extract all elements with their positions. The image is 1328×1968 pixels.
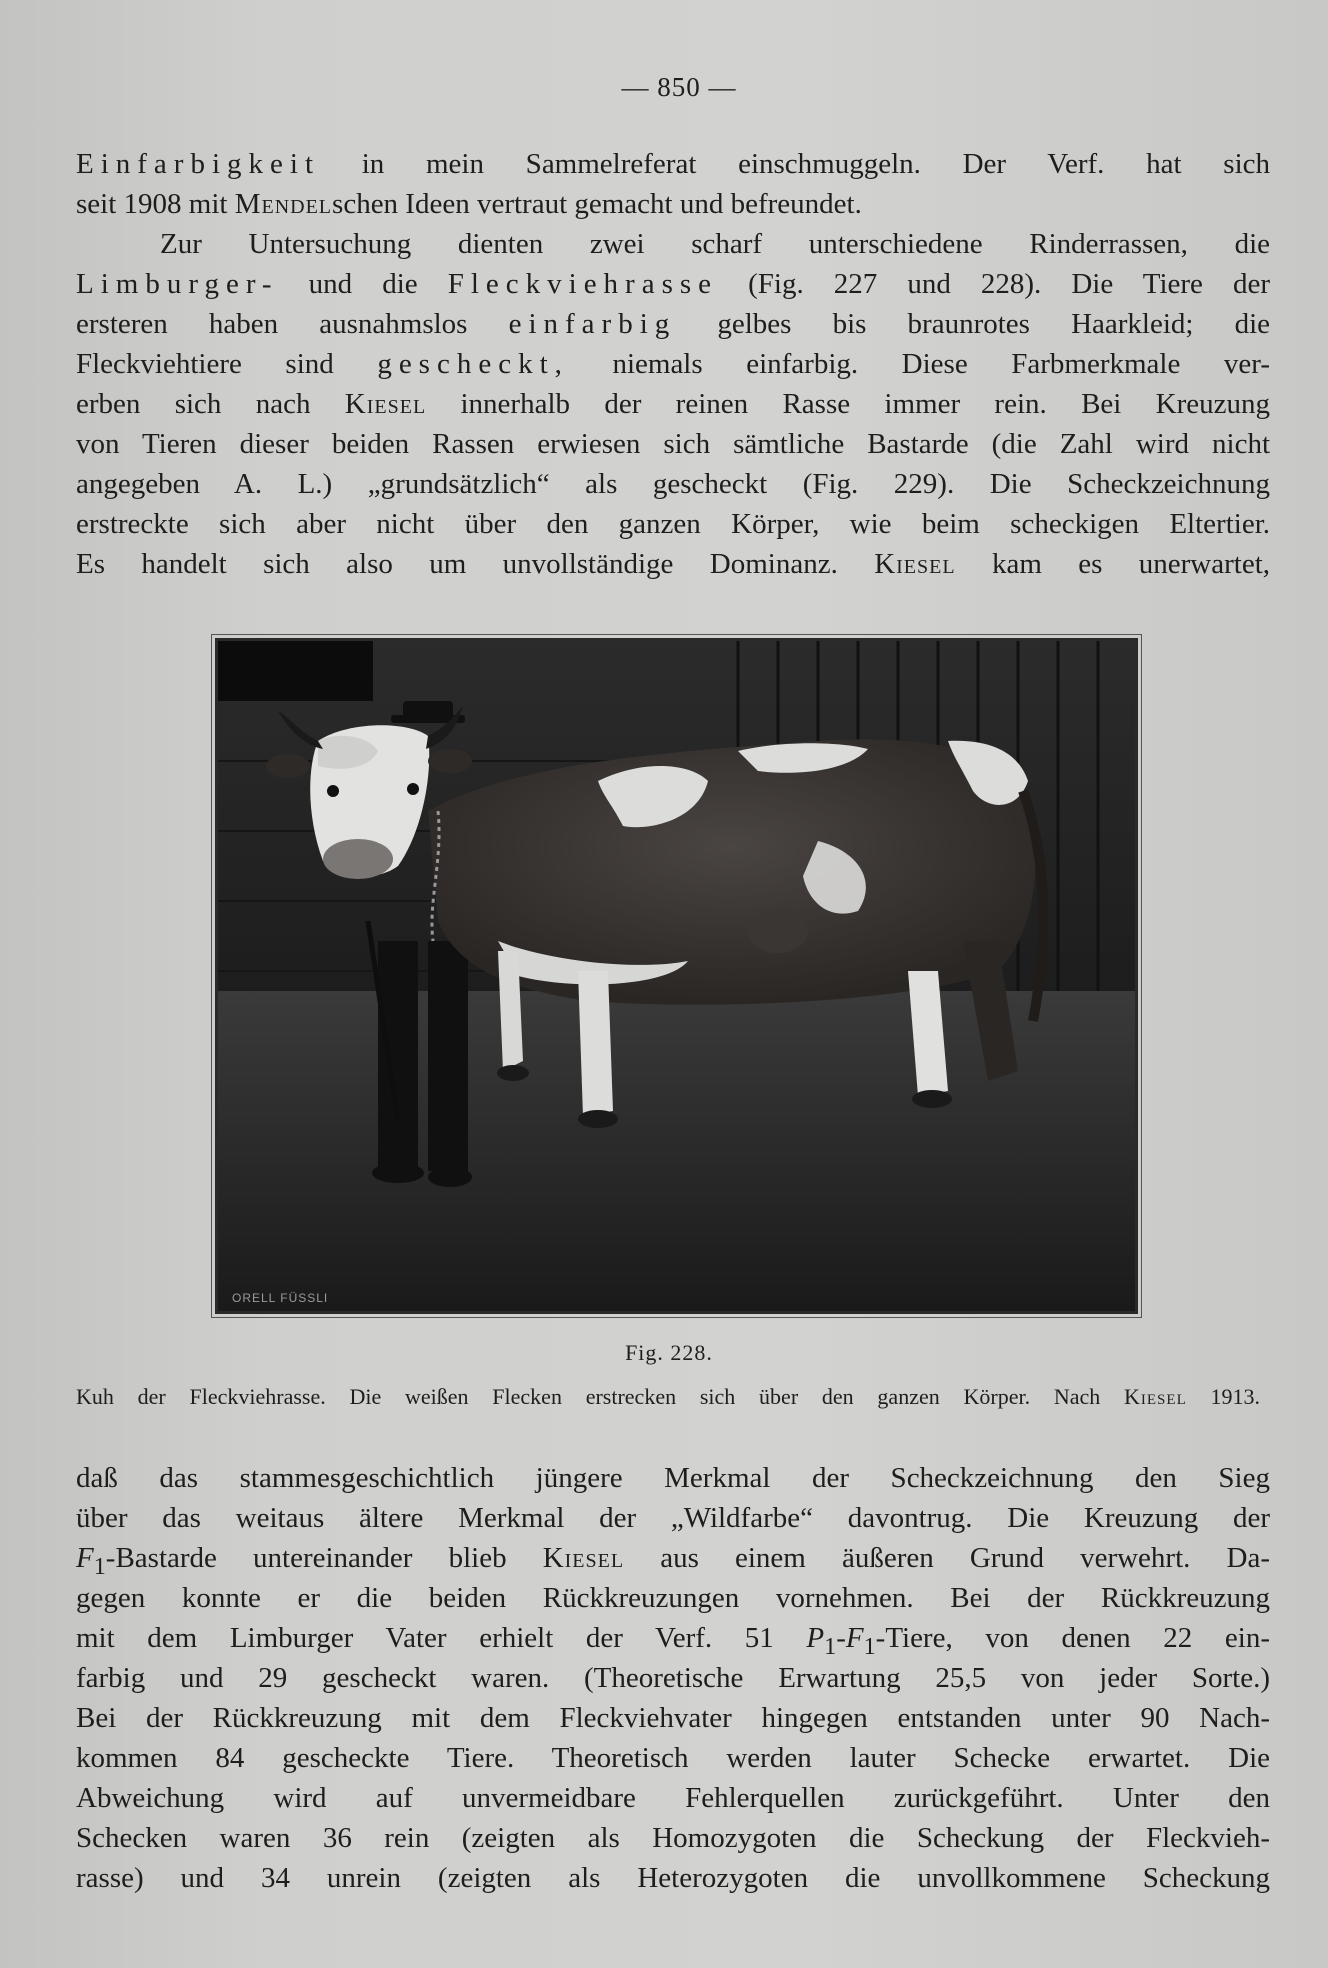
- text-run: seit 1908 mit: [76, 188, 235, 220]
- text-line: Schecken waren 36 rein (zeigten als Homozygoten die Scheckung der Fleckvieh-: [76, 1822, 1270, 1854]
- text-line: erstreckte sich aber nicht über den ganzen Körper, wie beim scheckigen Eltertier.: [76, 508, 1270, 540]
- cow-photograph: [215, 638, 1138, 1314]
- text-run: innerhalb der reinen Rasse immer rein. Bei Kreuzung: [426, 388, 1270, 420]
- text-line: Bei der Rückkreuzung mit dem Fleckviehvater hingegen entstanden unter 90 Nach-: [76, 1702, 1270, 1734]
- text-line: von Tieren dieser beiden Rassen erwiesen sich sämtliche Bastarde (die Zahl wird nicht: [76, 428, 1270, 460]
- text-line: angegeben A. L.) „grundsätzlich“ als gescheckt (Fig. 229). Die Scheckzeichnung: [76, 468, 1270, 500]
- text-line: Abweichung wird auf unvermeidbare Fehlerquellen zurückgeführt. Unter den: [76, 1782, 1270, 1814]
- text-run: -Bastarde untereinander blieb: [105, 1542, 543, 1574]
- text-run: aus einem äußeren Grund verwehrt. Da-: [624, 1542, 1270, 1574]
- text-run: gelbes bis braunrotes Haarkleid; die: [676, 308, 1270, 340]
- author-name: Kiesel: [874, 548, 956, 580]
- caption-text: Kuh der Fleckviehrasse. Die weißen Flecken erstrecken sich über den ganzen Körper. Nach: [76, 1384, 1125, 1409]
- figure-caption: [76, 1384, 1260, 1410]
- spaced-word: Einfarbigkeit: [76, 148, 321, 180]
- spaced-word: einfarbig: [508, 308, 677, 340]
- page-number: — 850 —: [621, 72, 737, 102]
- text-run: Es handelt sich also um unvollständige Dominanz.: [76, 548, 875, 580]
- text-line: Zur Untersuchung dienten zwei scharf unterschiedene Rinderrassen, die: [160, 228, 1270, 260]
- text-run: in mein Sammelreferat einschmuggeln. Der Verf. hat sich: [320, 148, 1270, 180]
- text-line: [76, 264, 1270, 304]
- text-run: kam es unerwartet,: [955, 548, 1271, 580]
- text-line: kommen 84 gescheckte Tiere. Theoretisch werden lauter Schecke erwartet. Die: [76, 1742, 1270, 1774]
- author-name: Kiesel: [1124, 1384, 1187, 1409]
- text-line: [76, 1618, 1270, 1658]
- spaced-word: Limburger-: [76, 268, 279, 300]
- text-run: mit dem Limburger Vater erhielt der Verf. 51: [76, 1622, 807, 1654]
- author-name: Kiesel: [344, 388, 427, 420]
- text-line: [76, 544, 1270, 584]
- author-name: Kiesel: [542, 1542, 625, 1574]
- top-text-block: [76, 144, 1270, 584]
- spaced-word: Fleckviehrasse: [447, 268, 719, 300]
- text-line: [76, 144, 1270, 184]
- text-run: und die: [278, 268, 448, 300]
- subscript: 1: [863, 1632, 876, 1660]
- text-run: erben sich nach: [76, 388, 345, 420]
- bottom-text-block: [76, 1458, 1270, 1898]
- author-name: Mendel: [234, 188, 333, 220]
- symbol-p: P: [806, 1622, 825, 1654]
- text-line: [76, 184, 1270, 224]
- subscript: 1: [93, 1552, 106, 1580]
- symbol-f: F: [845, 1622, 864, 1654]
- text-line: [76, 1538, 1270, 1578]
- dark-window: [218, 641, 373, 701]
- text-line: gegen konnte er die beiden Rückkreuzungen vornehmen. Bei der Rückkreuzung: [76, 1582, 1270, 1614]
- text-line: [76, 304, 1270, 344]
- text-line: daß das stammesgeschichtlich jüngere Merkmal der Scheckzeichnung den Sieg: [76, 1462, 1270, 1494]
- text-run: ersteren haben ausnahmslos: [76, 308, 509, 340]
- photo-watermark: ORELL FÜSSLI: [232, 1291, 329, 1305]
- spaced-word: gescheckt,: [377, 348, 569, 380]
- text-run: (Fig. 227 und 228). Die Tiere der: [718, 268, 1271, 300]
- caption-text: 1913.: [1186, 1384, 1260, 1409]
- text-run: schen Ideen vertraut gemacht und befreundet.: [332, 188, 862, 220]
- cow-photo-illustration: [218, 641, 1135, 1311]
- text-run: niemals einfarbig. Diese Farbmerkmale ver-: [568, 348, 1270, 380]
- subscript: 1: [824, 1632, 837, 1660]
- text-line: [76, 344, 1270, 384]
- figure-number: Fig. 228.: [625, 1340, 713, 1365]
- text-run: -: [836, 1622, 846, 1654]
- text-run: -Tiere, von denen 22 ein-: [875, 1622, 1270, 1654]
- text-run: Fleckviehtiere sind: [76, 348, 378, 380]
- symbol-f: F: [76, 1542, 94, 1574]
- text-line: farbig und 29 gescheckt waren. (Theoretische Erwartung 25,5 von jeder Sorte.): [76, 1662, 1270, 1694]
- text-line: über das weitaus ältere Merkmal der „Wildfarbe“ davontrug. Die Kreuzung der: [76, 1502, 1270, 1534]
- text-line: [76, 384, 1270, 424]
- text-line: rasse) und 34 unrein (zeigten als Heterozygoten die unvollkommene Scheckung: [76, 1862, 1270, 1894]
